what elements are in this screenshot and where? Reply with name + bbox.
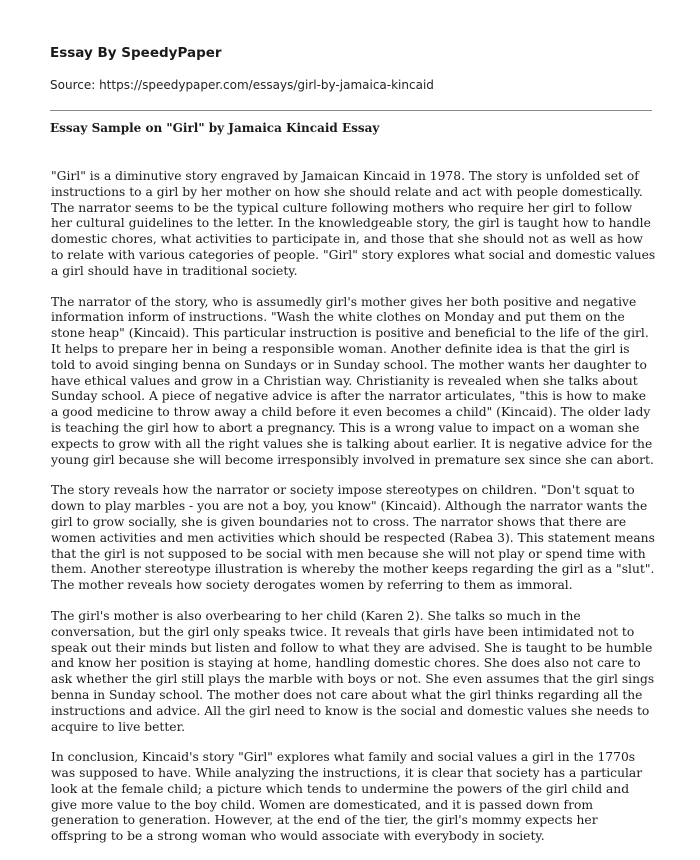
header-divider [50, 110, 652, 111]
paragraph: The narrator of the story, who is assumedly girl's mother gives her both positive and negative information inform of instructions. "Wash the white clothes on Monday and put them on the stone heap" (Kincaid). This particular instruction is positive and beneficial to the life of the girl. It helps to prepare her in being a responsible woman. Another definite idea is that the girl is told to avoid singing benna on Sundays or in Sunday school. The mother wants her daughter to have ethical values and grow in a Christian way. Christianity is revealed when she talks about Sunday school. A piece of negative advice is after the narrator articulates, "this is how to make a good medicine to throw away a child before it even becomes a child" (Kincaid). The older lady is teaching the girl how to abort a pregnancy. This is a wrong value to impact on a woman she expects to grow with all the right values she is talking about earlier. It is negative advice for the young girl because she will become irresponsibly involved in premature sex since she can abort. [51, 294, 654, 467]
document-header [50, 44, 653, 93]
brand-title: Essay By SpeedyPaper [50, 45, 222, 61]
source-line: Source: https://speedypaper.com/essays/girl-by-jamaica-kincaid [50, 78, 434, 92]
paragraph: The girl's mother is also overbearing to her child (Karen 2). She talks so much in the conversation, but the girl only speaks twice. It reveals that girls have been intimidated not to speak out their minds but listen and follow to what they are advised. She is taught to be humble and know her position is staying at home, handling domestic chores. She does also not care to ask whether the girl still plays the marble with boys or not. She even assumes that the girl sings benna in Sunday school. The mother does not care about what the girl thinks regarding all the instructions and advice. All the girl need to know is the social and domestic values she needs to acquire to live better. [51, 608, 655, 734]
paragraph: In conclusion, Kincaid's story "Girl" explores what family and social values a girl in the 1770s was supposed to have. While analyzing the instructions, it is clear that society has a particular look at the female child; a picture which tends to undermine the powers of the girl child and give more value to the boy child. Women are domesticated, and it is passed down from generation to generation. However, at the end of the tier, the girl's mommy expects her offspring to be a strong woman who would associate with everybody in society. [51, 750, 643, 844]
essay-title: Essay Sample on "Girl" by Jamaica Kincaid Essay [50, 121, 380, 135]
essay-body [51, 169, 656, 860]
paragraph: The story reveals how the narrator or society impose stereotypes on children. "Don't squat to down to play marbles - you are not a boy, you know" (Kincaid). Although the narrator wants the girl to grow socially, she is given boundaries not to cross. The narrator shows that there are women activities and men activities which should be respected (Rabea 3). This statement means that the girl is not supposed to be social with men because she will not play or spend time with them. Another stereotype illustration is whereby the mother keeps regarding the girl as a "slut". The mother reveals how society derogates women by referring to them as immoral. [51, 483, 655, 593]
paragraph: "Girl" is a diminutive story engraved by Jamaican Kincaid in 1978. The story is unfolded set of instructions to a girl by her mother on how she should relate and act with people domestically. The narrator seems to be the typical culture following mothers who require her girl to follow her cultural guidelines to the letter. In the knowledgeable story, the girl is taught how to handle domestic chores, what activities to participate in, and those that she should not as well as how to relate with various categories of people. "Girl" story explores what social and domestic values a girl should have in traditional society. [51, 169, 656, 278]
